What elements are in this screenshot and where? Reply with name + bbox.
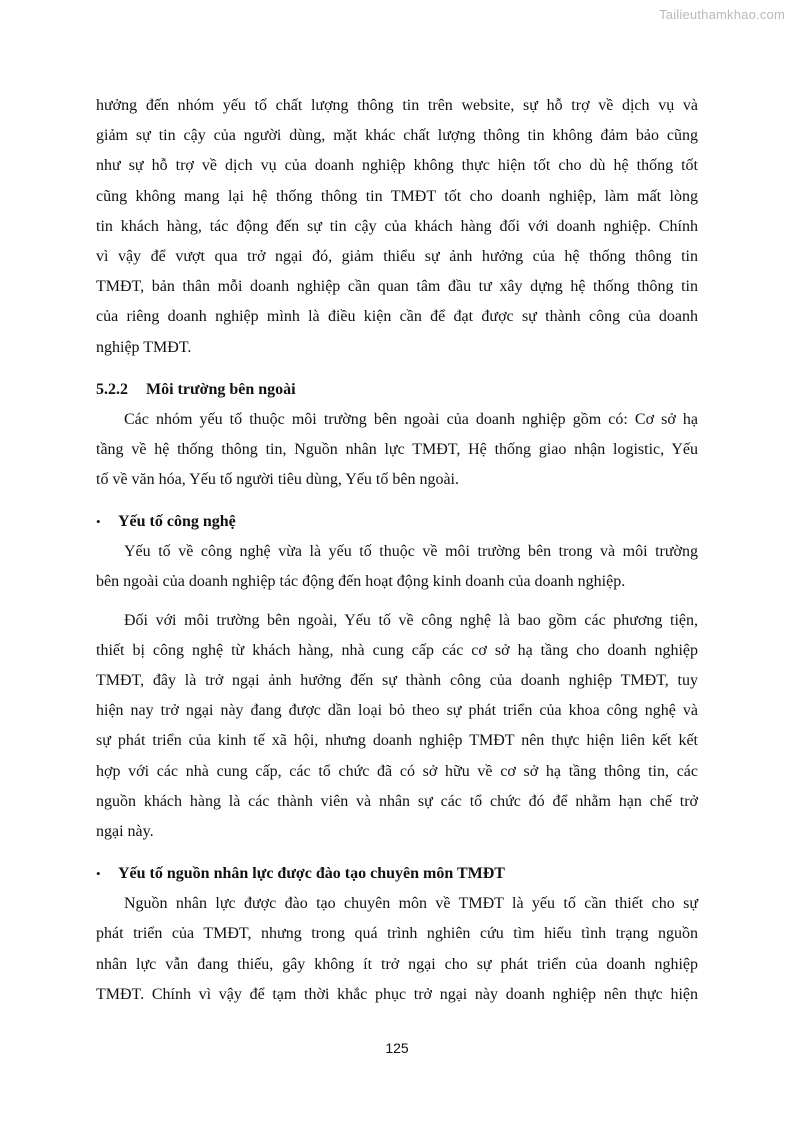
bullet-heading-technology — [96, 507, 698, 537]
text-line: bên ngoài của doanh nghiệp tác động đến hoạt động kinh doanh của doanh nghiệp. — [96, 573, 626, 591]
text-line: TMĐT, bản thân mỗi doanh nghiệp cần quan tâm đầu tư xây dựng hệ thống thông tin — [96, 278, 698, 296]
section-heading — [96, 375, 698, 405]
text-line: cũng không mang lại hệ thống thông tin TMĐT tốt cho doanh nghiệp, làm mất lòng — [96, 187, 698, 205]
section-title: Môi trường bên ngoài — [146, 380, 296, 398]
text-line: giảm sự tin cậy của người dùng, mặt khác chất lượng thông tin không đảm bảo cũng — [96, 127, 698, 145]
text-line: tầng về hệ thống thông tin, Nguồn nhân lực TMĐT, Hệ thống giao nhận logistic, Yếu — [96, 440, 698, 458]
watermark: Tailieuthamkhao.com — [659, 7, 785, 22]
text-line: thiết bị công nghệ từ khách hàng, nhà cung cấp các cơ sở hạ tầng cho doanh nghiệp — [96, 641, 698, 659]
paragraph-human-resources — [96, 889, 698, 1010]
text-line: hợp với các nhà cung cấp, các tổ chức đã có sở hữu về cơ sở hạ tầng thông tin, các — [96, 762, 698, 780]
paragraph-intro — [96, 91, 698, 363]
text-line: Các nhóm yếu tố thuộc môi trường bên ngoài của doanh nghiệp gồm có: Cơ sở hạ — [124, 410, 698, 428]
text-line: vì vậy để vượt qua trở ngại đó, giảm thiểu sự ảnh hưởng của hệ thống thông tin — [96, 247, 698, 265]
page-number: 125 — [385, 1040, 409, 1056]
bullet-title: Yếu tố nguồn nhân lực được đào tạo chuyên môn TMĐT — [118, 865, 505, 883]
bullet-icon: • — [96, 866, 101, 882]
paragraph-external-groups — [96, 405, 698, 496]
paragraph-technology — [96, 537, 698, 597]
text-line: như sự hỗ trợ về dịch vụ của doanh nghiệp không thực hiện tốt cho dù hệ thống tốt — [96, 157, 698, 175]
text-line: TMĐT, đây là trở ngại ảnh hưởng đến sự thành công của doanh nghiệp TMĐT, tuy — [96, 672, 698, 689]
text-line: tố về văn hóa, Yếu tố người tiêu dùng, Yếu tố bên ngoài. — [96, 471, 459, 489]
section-number: 5.2.2 — [96, 380, 128, 398]
text-line: Đối với môi trường bên ngoài, Yếu tố về công nghệ là bao gồm các phương tiện, — [124, 611, 698, 629]
text-line: Yếu tố về công nghệ vừa là yếu tố thuộc về môi trường bên trong và môi trường — [124, 543, 698, 561]
text-line: ngại này. — [96, 822, 154, 840]
text-line: TMĐT. Chính vì vậy để tạm thời khắc phục trở ngại này doanh nghiệp nên thực hiện — [96, 985, 698, 1003]
text-line: Nguồn nhân lực được đào tạo chuyên môn về TMĐT là yếu tố cần thiết cho sự — [124, 895, 698, 913]
text-line: nhân lực vẫn đang thiếu, gây không ít trở ngại cho sự phát triển của doanh nghiệp — [96, 955, 698, 973]
text-line: tin khách hàng, tác động đến sự tin cậy của khách hàng đối với doanh nghiệp. Chính — [96, 217, 698, 235]
text-line: của riêng doanh nghiệp mình là điều kiện cần để đạt được sự thành công của doanh — [96, 308, 698, 326]
text-line: hưởng đến nhóm yếu tố chất lượng thông tin trên website, sự hỗ trợ về dịch vụ và — [96, 97, 698, 114]
text-line: phát triển của TMĐT, nhưng trong quá trình nghiên cứu tìm hiểu tình trạng nguồn — [96, 925, 698, 943]
text-line: nghiệp TMĐT. — [96, 338, 192, 356]
bullet-heading-human-resources — [96, 859, 698, 889]
bullet-icon: • — [96, 514, 101, 530]
text-line: hiện nay trở ngại này đang được dần loại bỏ theo sự phát triển của khoa công nghệ và — [96, 702, 698, 720]
paragraph-technology-external — [96, 606, 698, 848]
text-line: sự phát triển của kinh tế xã hội, nhưng doanh nghiệp TMĐT nên thực hiện liên kết kết — [96, 732, 698, 750]
bullet-title: Yếu tố công nghệ — [118, 513, 236, 531]
page-content — [96, 91, 698, 1010]
text-line: nguồn khách hàng là các thành viên và nhân sự các tổ chức đó để nhằm hạn chế trở — [96, 792, 698, 810]
